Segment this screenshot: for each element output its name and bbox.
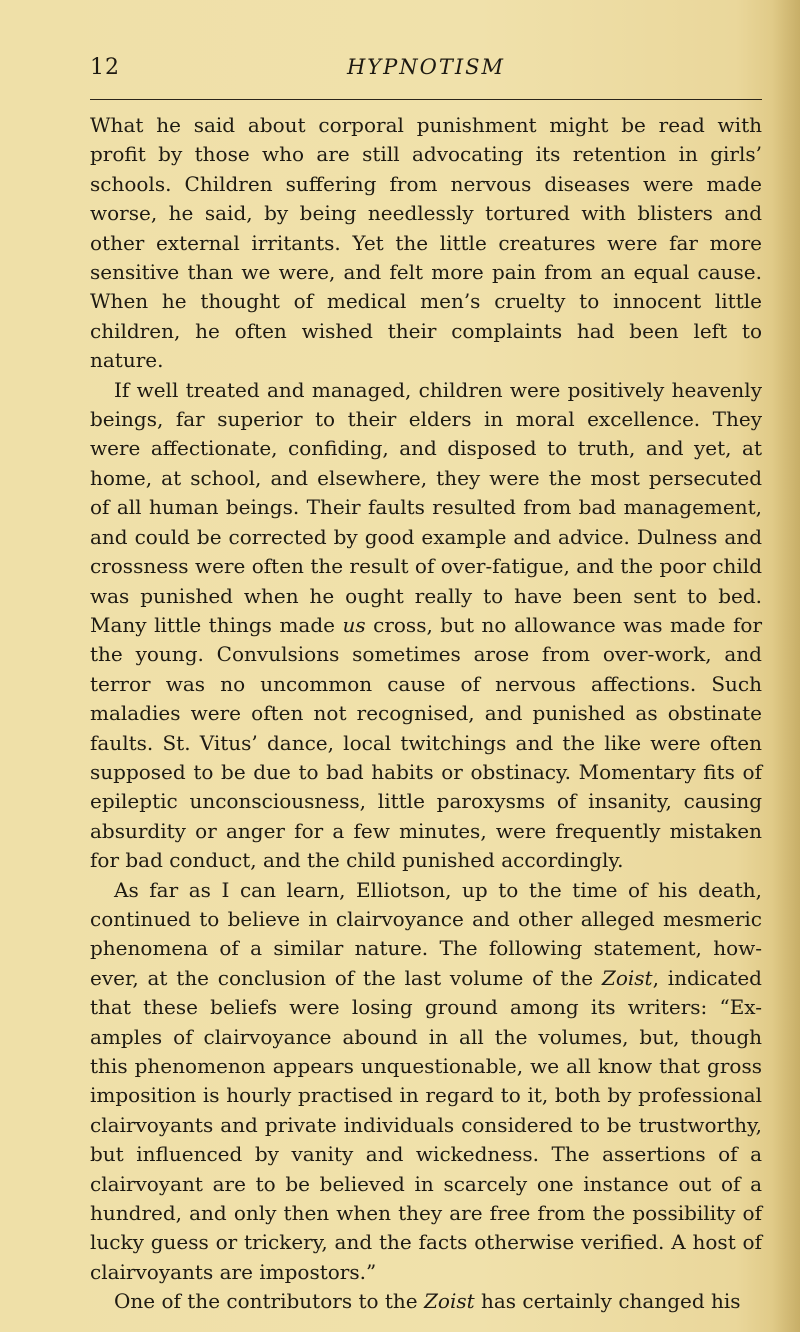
paragraph-text: What he said about corporal punishment might be read with profit by those who are still advocating its retention in girls’ schools. Children suffering from nervous diseases were made worse, he said, by being needlessly tortured with blisters and other external irritants. Yet the little creatures were far more sensitive than we were, and felt more pain from an equal cause. When he thought of medical men’s cruelty to innocent little children, he often wished their complaints had been left to nature. [90,113,762,373]
paragraph [90,111,762,376]
header-rule [90,99,762,100]
paragraph-text: If well treated and managed, children were positively heavenly beings, far superior to their elders in moral excellence. They were affectionate, confiding, and disposed to truth, and yet, at home, at school, and elsewhere, they were the most persecuted of all human beings. Their faults resulted from bad management, and could be corrected by good example and advice. Dulness and crossness were often the result of over-fatigue, and the poor child was punished when he ought really to have been sent to bed. Many little things made [90,377,762,637]
running-title: HYPNOTISM [346,55,506,79]
paragraph-text: , indicated that these beliefs were losing ground among its writers: “Ex-amples of clairvoyance abound in all the volumes, but, though this phenomenon appears unquestionable, we all know that gross imposition is hourly practised in regard to it, both by professional clairvoyants and private individuals considered to be trustworthy, but influenced by vanity and wickedness. The assertions of a clairvoyant are to be believed in scarcely one instance out of a hundred, and only then when they are free from the possibility of lucky guess or trickery, and the facts otherwise verified. A host of clairvoyants are impostors.” [90,965,762,1284]
paragraph [90,1287,762,1316]
paragraph [90,876,762,1288]
paragraph-text: has certainly changed his [474,1289,741,1314]
paragraph-text: One of the contributors to the [114,1289,424,1314]
body-text [90,111,762,1317]
paragraph-text: cross, but no allowance was made for the young. Convulsions sometimes arose from over-work, and terror was no uncommon cause of nervous affections. Such maladies were often not recognised, and punished as obstinate faults. St. Vitus’ dance, local twitchings and the like were often supposed to be due to bad habits or obstinacy. Momentary fits of epileptic unconsciousness, little paroxysms of insanity, causing absurdity or anger for a few minutes, were frequently mistaken for bad conduct, and the child punished accordingly. [90,612,762,873]
journal-title: Zoist [601,965,653,990]
page-number: 12 [90,55,120,80]
paragraph-text: As far as I can learn, Elliotson, up to the time of his death, continued to believe in clairvoyance and other alleged mesmeric phenomena of a similar nature. The following statement, how-ever, at the conclusion of the last volume of the [90,877,762,990]
page-edge-shadow [772,0,800,1332]
page-header [90,55,762,95]
italic-word: us [342,612,366,637]
journal-title: Zoist [424,1289,475,1314]
paragraph [90,376,762,876]
